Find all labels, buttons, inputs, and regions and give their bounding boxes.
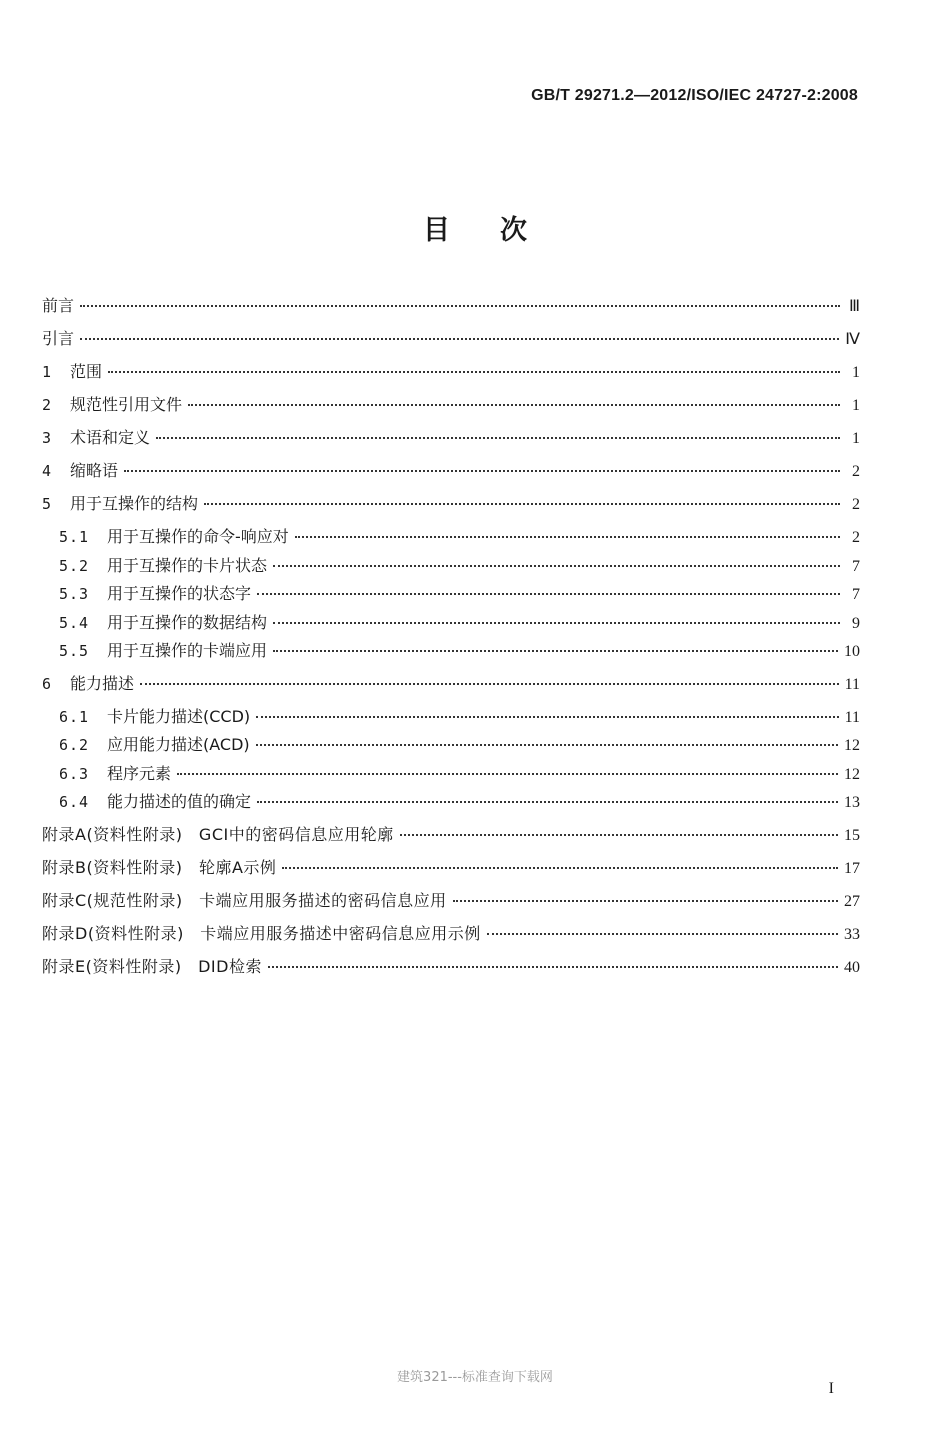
toc-entry-page: 12 [844, 765, 860, 783]
toc-entry-number: 5.1 [59, 528, 90, 546]
toc-entry-label: 附录E(资料性附录) DID检索 [42, 956, 262, 976]
toc-entry-page: 2 [852, 496, 860, 513]
dot-leader [188, 404, 840, 406]
toc-entry-number: 6.2 [59, 736, 90, 754]
toc-entry-page: 40 [844, 958, 860, 976]
toc-entry-page: 17 [844, 859, 860, 877]
toc-entry-number: 5 [42, 495, 52, 513]
toc-entry-5-1[interactable] [42, 524, 860, 553]
dot-leader [124, 470, 840, 472]
dot-leader [273, 565, 840, 567]
toc-entry-label: 应用能力描述(ACD) [107, 735, 250, 754]
toc-entry-6[interactable] [42, 671, 860, 704]
toc-entry-page: 9 [852, 614, 860, 632]
toc-entry-annex-d[interactable] [42, 921, 860, 954]
toc-entry-number: 5.4 [59, 613, 90, 632]
toc-entry-page: 27 [844, 892, 860, 910]
toc-entry-label: 能力描述 [70, 673, 135, 693]
toc-entry-introduction[interactable] [42, 326, 860, 359]
toc-entry-5-2[interactable] [42, 553, 860, 582]
dot-leader [487, 933, 838, 935]
toc-entry-number: 6.1 [59, 707, 90, 726]
toc-entry-number: 6.3 [59, 764, 90, 783]
toc-entry-label: 规范性引用文件 [70, 395, 183, 414]
toc-entry-6-3[interactable] [42, 761, 860, 790]
toc-entry-page: 2 [852, 463, 860, 480]
dot-leader [204, 503, 840, 505]
toc-entry-6-1[interactable] [42, 704, 860, 733]
toc-entry-page: 1 [852, 364, 860, 381]
dot-leader [256, 716, 838, 718]
toc-entry-6-4[interactable] [42, 789, 860, 818]
toc-entry-page: Ⅳ [845, 331, 860, 348]
toc-entry-5-5[interactable] [42, 638, 860, 667]
toc-entry-page: 13 [844, 794, 860, 811]
dot-leader [273, 650, 838, 652]
toc-entry-page: 2 [852, 529, 860, 546]
dot-leader [400, 834, 838, 836]
toc-entry-label: 前言 [42, 296, 75, 315]
toc-entry-page: 1 [852, 397, 860, 414]
toc-entry-number: 5.2 [59, 556, 90, 575]
toc-entry-label: 程序元素 [107, 763, 172, 783]
toc-entry-label: 卡片能力描述(CCD) [107, 706, 251, 726]
dot-leader [177, 773, 838, 775]
toc-entry-label: 能力描述的值的确定 [107, 792, 252, 811]
toc-entry-label: 附录D(资料性附录) 卡端应用服务描述中密码信息应用示例 [42, 923, 481, 943]
dot-leader [256, 744, 838, 746]
table-of-contents [42, 293, 860, 987]
toc-entry-number: 6.4 [59, 793, 90, 811]
toc-entry-label: 用于互操作的命令-响应对 [107, 527, 289, 546]
page-title: 目次 [423, 215, 577, 246]
dot-leader [257, 593, 840, 595]
toc-entry-annex-a[interactable] [42, 822, 860, 855]
dot-leader [80, 338, 839, 340]
dot-leader [273, 622, 840, 624]
toc-entry-6-2[interactable] [42, 732, 860, 761]
toc-entry-number: 4 [42, 462, 52, 480]
toc-entry-number: 2 [42, 396, 52, 414]
toc-entry-label: 附录C(规范性附录) 卡端应用服务描述的密码信息应用 [42, 890, 447, 910]
toc-entry-3[interactable] [42, 425, 860, 458]
toc-entry-page: 1 [852, 430, 860, 447]
toc-entry-page: 15 [844, 826, 860, 844]
toc-entry-page: 11 [844, 708, 860, 726]
toc-entry-2[interactable] [42, 392, 860, 425]
toc-entry-label: 附录A(资料性附录) GCI中的密码信息应用轮廓 [42, 824, 394, 844]
toc-entry-number: 6 [42, 674, 52, 693]
dot-leader [295, 536, 840, 538]
dot-leader [156, 437, 840, 439]
toc-entry-page: 33 [844, 925, 860, 943]
toc-entry-5[interactable] [42, 491, 860, 524]
toc-entry-label: 用于互操作的结构 [70, 494, 199, 513]
toc-entry-number: 3 [42, 429, 52, 447]
toc-entry-page: 7 [852, 586, 860, 603]
toc-entry-annex-e[interactable] [42, 954, 860, 987]
toc-entry-label: 引言 [42, 329, 75, 348]
toc-entry-4[interactable] [42, 458, 860, 491]
toc-entry-annex-c[interactable] [42, 888, 860, 921]
dot-leader [453, 900, 838, 902]
dot-leader [257, 801, 838, 803]
toc-entry-label: 用于互操作的数据结构 [107, 612, 268, 632]
standard-code-header: GB/T 29271.2—2012/ISO/IEC 24727-2:2008 [531, 87, 858, 104]
toc-entry-label: 缩略语 [70, 461, 119, 480]
toc-entry-label: 用于互操作的卡片状态 [107, 555, 268, 575]
toc-entry-label: 附录B(资料性附录) 轮廓A示例 [42, 857, 277, 877]
dot-leader [140, 683, 839, 685]
toc-entry-foreword[interactable] [42, 293, 860, 326]
watermark-text: 建筑321---标准查询下载网 [397, 1370, 553, 1385]
toc-entry-annex-b[interactable] [42, 855, 860, 888]
toc-entry-page: 12 [844, 737, 860, 754]
toc-entry-number: 1 [42, 363, 52, 381]
toc-entry-5-3[interactable] [42, 581, 860, 610]
toc-entry-number: 5.3 [59, 585, 90, 603]
toc-entry-label: 范围 [70, 362, 103, 381]
toc-entry-page: 11 [844, 675, 860, 693]
dot-leader [80, 305, 840, 307]
toc-entry-label: 用于互操作的卡端应用 [107, 641, 268, 660]
page-number: I [828, 1380, 834, 1397]
dot-leader [282, 867, 838, 869]
dot-leader [268, 966, 838, 968]
toc-entry-5-4[interactable] [42, 610, 860, 639]
toc-entry-number: 5.5 [59, 642, 90, 660]
toc-entry-page: Ⅲ [848, 298, 860, 315]
toc-entry-page: 7 [852, 557, 860, 575]
toc-entry-label: 术语和定义 [70, 428, 151, 447]
dot-leader [108, 371, 840, 373]
toc-entry-label: 用于互操作的状态字 [107, 584, 252, 603]
toc-entry-1[interactable] [42, 359, 860, 392]
toc-entry-page: 10 [844, 643, 860, 660]
